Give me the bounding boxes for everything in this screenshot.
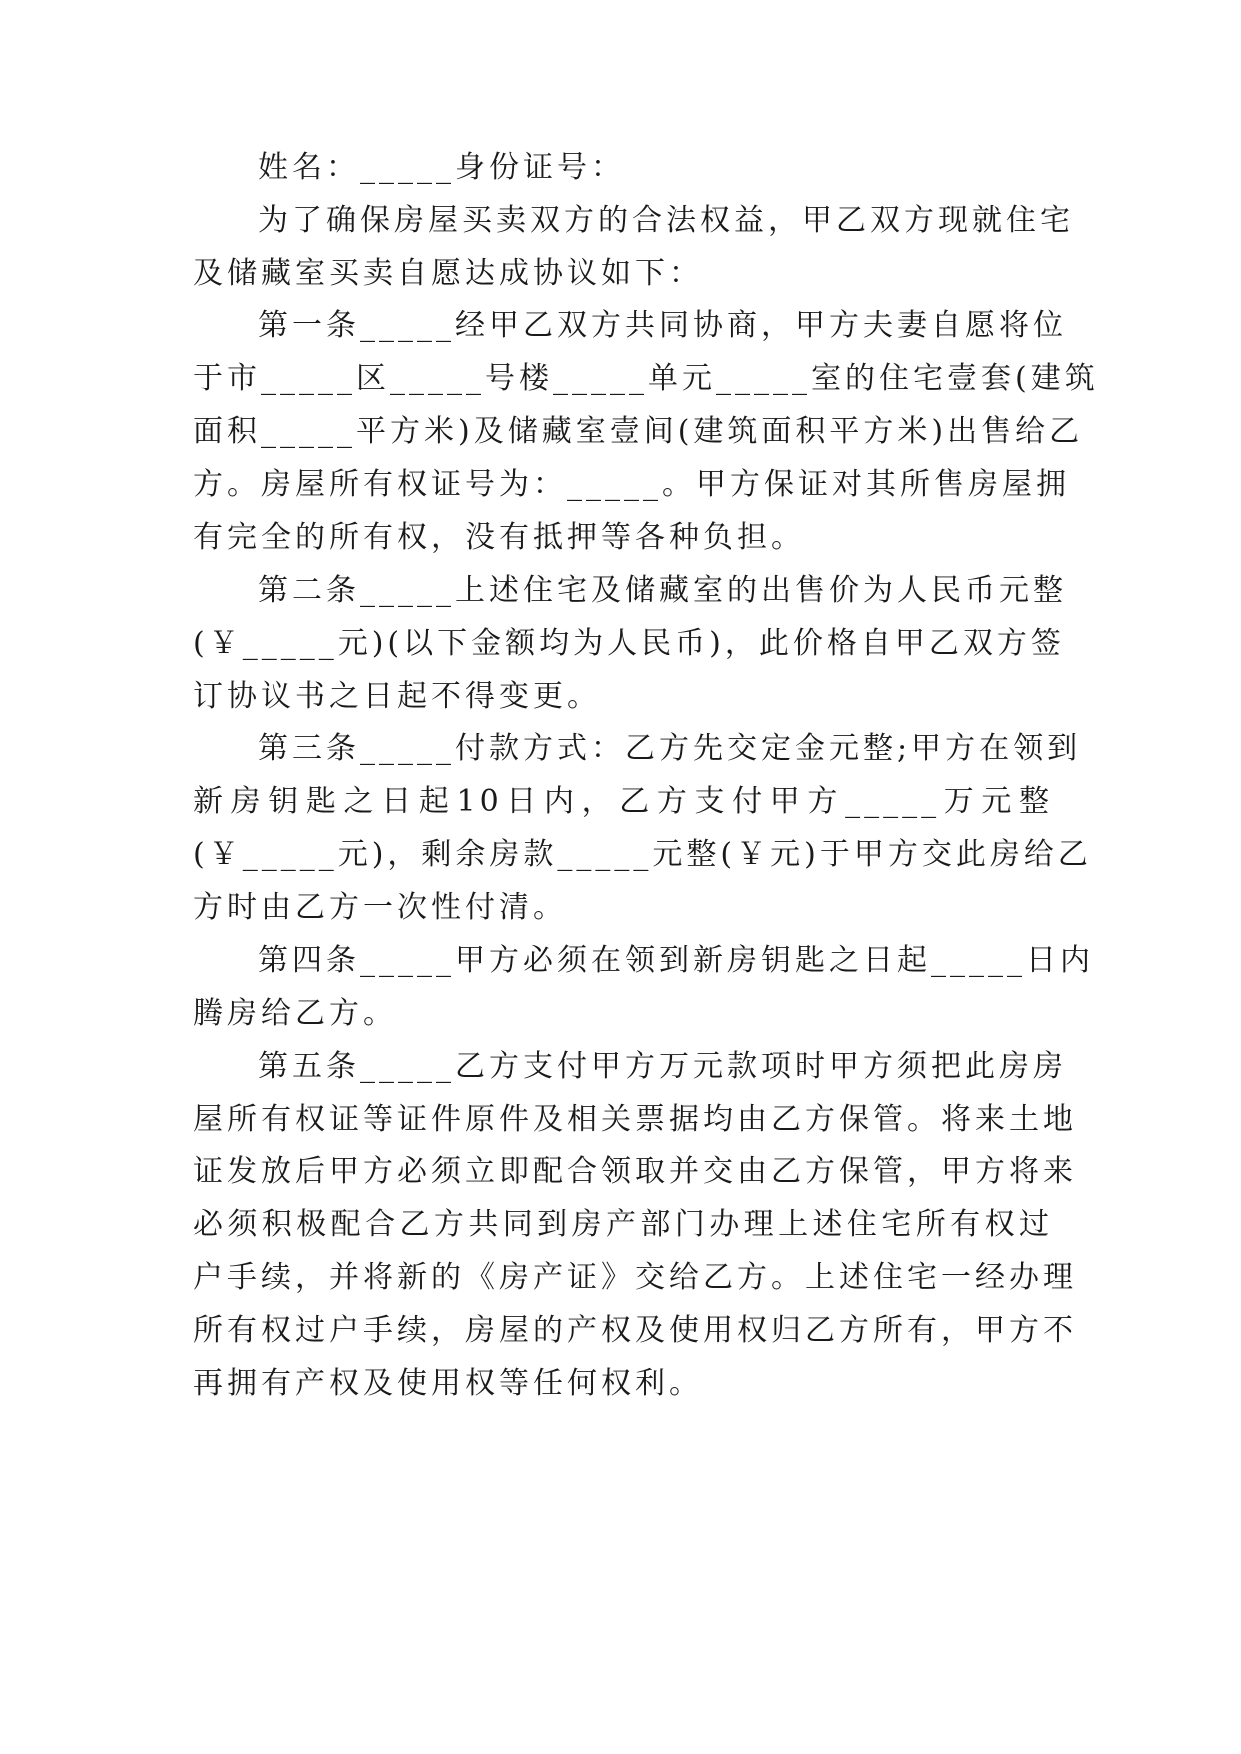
intro-line-1: 为了确保房屋买卖双方的合法权益，甲乙双方现就住宅 — [258, 203, 1074, 238]
article-4-line-2: 腾房给乙方。 — [193, 996, 397, 1031]
article-5-line-7: 再拥有产权及使用权等任何权利。 — [193, 1366, 703, 1401]
article-5-line-6: 所有权过户手续，房屋的产权及使用权归乙方所有，甲方不 — [193, 1313, 1077, 1348]
article-1-line-4: 方。房屋所有权证号为：_____。甲方保证对其所售房屋拥 — [193, 467, 1070, 502]
article-2-line-1: 第二条_____上述住宅及储藏室的出售价为人民币元整 — [258, 573, 1067, 608]
article-4-line-1: 第四条_____甲方必须在领到新房钥匙之日起_____日内 — [258, 943, 1094, 978]
article-5-line-4: 必须积极配合乙方共同到房产部门办理上述住宅所有权过 — [193, 1207, 1053, 1242]
article-5-line-2: 屋所有权证等证件原件及相关票据均由乙方保管。将来土地 — [193, 1102, 1077, 1137]
article-3-line-3: (￥_____元)，剩余房款_____元整(￥元)于甲方交此房给乙 — [193, 837, 1092, 872]
article-1-line-3: 面积_____平方米)及储藏室壹间(建筑面积平方米)出售给乙 — [193, 414, 1084, 449]
article-5-line-5: 户手续，并将新的《房产证》交给乙方。上述住宅一经办理 — [193, 1260, 1077, 1295]
intro-line-2: 及储藏室买卖自愿达成协议如下： — [193, 256, 703, 291]
article-1-line-5: 有完全的所有权，没有抵押等各种负担。 — [193, 520, 805, 555]
article-5-line-3: 证发放后甲方必须立即配合领取并交由乙方保管，甲方将来 — [193, 1154, 1077, 1189]
article-2-line-2: (￥_____元)(以下金额均为人民币)，此价格自甲乙双方签 — [193, 626, 1065, 661]
id-line: 姓名：_____身份证号： — [258, 150, 625, 185]
article-1-line-1: 第一条_____经甲乙双方共同协商，甲方夫妻自愿将位 — [258, 308, 1067, 343]
article-1-line-2: 于市_____区_____号楼_____单元_____室的住宅壹套(建筑 — [193, 361, 1099, 396]
article-3-line-1: 第三条_____付款方式：乙方先交定金元整;甲方在领到 — [258, 731, 1082, 766]
article-3-line-2: 新房钥匙之日起10日内，乙方支付甲方_____万元整 — [193, 784, 1053, 819]
article-2-line-3: 订协议书之日起不得变更。 — [193, 679, 601, 714]
article-5-line-1: 第五条_____乙方支付甲方万元款项时甲方须把此房房 — [258, 1049, 1067, 1084]
article-3-line-4: 方时由乙方一次性付清。 — [193, 890, 567, 925]
